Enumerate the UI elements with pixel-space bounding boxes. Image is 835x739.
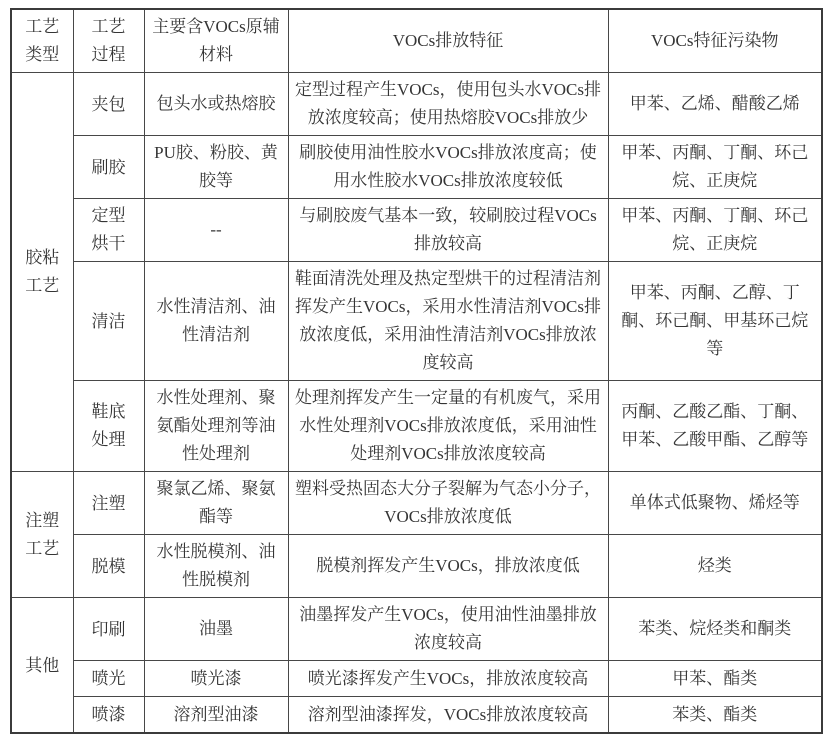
pollutants-text: 甲苯、丙酮、丁酮、环己烷、正庚烷 xyxy=(621,143,809,190)
emission-text: 刷胶使用油性胶水VOCs排放浓度高；使用水性胶水VOCs排放浓度较低 xyxy=(299,143,597,190)
materials-text: 油墨 xyxy=(199,619,233,638)
process-text: 鞋底处理 xyxy=(91,402,126,449)
process-text: 印刷 xyxy=(91,619,126,639)
table-row xyxy=(11,73,822,136)
emission-cell xyxy=(288,73,608,136)
emission-cell xyxy=(288,472,608,535)
table-row xyxy=(11,661,822,697)
process-cell xyxy=(73,661,144,697)
emission-cell xyxy=(288,697,608,734)
process-cell xyxy=(73,472,144,535)
process-cell xyxy=(73,136,144,199)
pollutants-text: 甲苯、丙酮、乙醇、丁酮、环己酮、甲基环己烷等 xyxy=(621,283,809,358)
table-body xyxy=(11,73,822,734)
materials-cell xyxy=(144,199,288,262)
materials-text: 水性处理剂、聚氨酯处理剂等油性处理剂 xyxy=(156,388,276,463)
table-row xyxy=(11,381,822,472)
process-cell xyxy=(73,262,144,381)
table-row xyxy=(11,262,822,381)
materials-cell xyxy=(144,697,288,734)
header-row xyxy=(11,9,822,73)
pollutants-cell xyxy=(608,535,822,598)
emission-cell xyxy=(288,199,608,262)
materials-cell xyxy=(144,262,288,381)
emission-text: 与刷胶废气基本一致，较刷胶过程VOCs排放较高 xyxy=(299,206,597,253)
process-cell xyxy=(73,697,144,734)
emission-text: 脱模剂挥发产生VOCs，排放浓度低 xyxy=(316,556,580,575)
table-row xyxy=(11,697,822,734)
process-cell xyxy=(73,73,144,136)
process-cell xyxy=(73,199,144,262)
table-row xyxy=(11,598,822,661)
column-header-emission-label: VOCs排放特征 xyxy=(392,31,504,50)
materials-text: 喷光漆 xyxy=(190,668,242,688)
process-type-label: 其他 xyxy=(25,655,60,675)
emission-text: 鞋面清洗处理及热定型烘干的过程清洁剂挥发产生VOCs，采用水性清洁剂VOCs排放浓度低，采用油性清洁剂VOCs排放浓度较高 xyxy=(294,269,602,372)
emission-text: 喷光漆挥发产生VOCs，排放浓度较高 xyxy=(307,668,589,688)
pollutants-cell xyxy=(608,73,822,136)
materials-text: 包头水或热熔胶 xyxy=(156,94,276,113)
process-type-cell xyxy=(11,598,73,734)
pollutants-text: 苯类、酯类 xyxy=(672,704,758,724)
materials-text: 溶剂型油漆 xyxy=(173,704,259,724)
emission-cell xyxy=(288,381,608,472)
pollutants-cell xyxy=(608,262,822,381)
materials-text: 水性清洁剂、油性清洁剂 xyxy=(156,297,276,344)
materials-text: 水性脱模剂、油性脱模剂 xyxy=(156,542,276,589)
table-row xyxy=(11,136,822,199)
process-text: 脱模 xyxy=(91,556,126,576)
process-text: 注塑 xyxy=(91,493,126,513)
process-text: 刷胶 xyxy=(91,157,126,177)
table-row xyxy=(11,472,822,535)
emission-text: 定型过程产生VOCs，使用包头水VOCs排放浓度较高；使用热熔胶VOCs排放少 xyxy=(294,80,602,127)
process-text: 喷光 xyxy=(91,669,126,689)
column-header-process-type-label: 工艺类型 xyxy=(25,17,60,64)
pollutants-cell xyxy=(608,697,822,734)
pollutants-text: 甲苯、丙酮、丁酮、环己烷、正庚烷 xyxy=(621,206,809,253)
process-cell xyxy=(73,381,144,472)
emission-cell xyxy=(288,535,608,598)
voc-emission-table xyxy=(10,8,823,734)
column-header-pollutants-label: VOCs特征污染物 xyxy=(650,31,779,50)
pollutants-text: 烃类 xyxy=(697,556,732,575)
pollutants-text: 丙酮、乙酸乙酯、丁酮、甲苯、乙酸甲酯、乙醇等 xyxy=(621,402,809,449)
column-header-process-type xyxy=(11,9,73,73)
pollutants-cell xyxy=(608,136,822,199)
pollutants-cell xyxy=(608,199,822,262)
emission-text: 溶剂型油漆挥发，VOCs排放浓度较高 xyxy=(307,704,589,724)
process-cell xyxy=(73,598,144,661)
pollutants-cell xyxy=(608,598,822,661)
process-type-label: 注塑工艺 xyxy=(25,510,60,558)
process-type-cell xyxy=(11,73,73,472)
process-cell xyxy=(73,535,144,598)
process-type-label: 胶粘工艺 xyxy=(25,248,60,295)
materials-text: 聚氯乙烯、聚氨酯等 xyxy=(156,479,276,526)
emission-text: 处理剂挥发产生一定量的有机废气，采用水性处理剂VOCs排放浓度低，采用油性处理剂VOCs排放浓度较高 xyxy=(295,388,601,463)
table-header xyxy=(11,9,822,73)
column-header-emission xyxy=(288,9,608,73)
pollutants-cell xyxy=(608,381,822,472)
materials-cell xyxy=(144,136,288,199)
materials-cell xyxy=(144,73,288,136)
emission-cell xyxy=(288,262,608,381)
pollutants-cell xyxy=(608,472,822,535)
emission-cell xyxy=(288,661,608,697)
materials-cell xyxy=(144,381,288,472)
pollutants-cell xyxy=(608,661,822,697)
process-text: 喷漆 xyxy=(91,705,126,725)
column-header-materials xyxy=(144,9,288,73)
materials-cell xyxy=(144,535,288,598)
materials-cell xyxy=(144,661,288,697)
emission-text: 塑料受热固态大分子裂解为气态小分子，VOCs排放浓度低 xyxy=(295,479,601,526)
materials-text: -- xyxy=(210,220,222,239)
process-text: 定型烘干 xyxy=(91,206,126,253)
materials-text: PU胶、粉胶、黄胶等 xyxy=(154,143,278,190)
pollutants-text: 甲苯、乙烯、醋酸乙烯 xyxy=(629,94,800,113)
emission-cell xyxy=(288,136,608,199)
emission-cell xyxy=(288,598,608,661)
pollutants-text: 苯类、烷烃类和酮类 xyxy=(638,619,792,638)
column-header-pollutants xyxy=(608,9,822,73)
process-text: 清洁 xyxy=(91,311,126,331)
table-row xyxy=(11,199,822,262)
process-text: 夹包 xyxy=(91,94,126,114)
emission-text: 油墨挥发产生VOCs，使用油性油墨排放浓度较高 xyxy=(299,605,597,652)
column-header-process xyxy=(73,9,144,73)
table-row xyxy=(11,535,822,598)
pollutants-text: 甲苯、酯类 xyxy=(672,668,758,688)
column-header-materials-label: 主要含VOCs原辅材料 xyxy=(152,17,280,64)
materials-cell xyxy=(144,472,288,535)
materials-cell xyxy=(144,598,288,661)
pollutants-text: 单体式低聚物、烯烃等 xyxy=(629,493,800,512)
process-type-cell xyxy=(11,472,73,598)
column-header-process-label: 工艺过程 xyxy=(91,17,126,64)
